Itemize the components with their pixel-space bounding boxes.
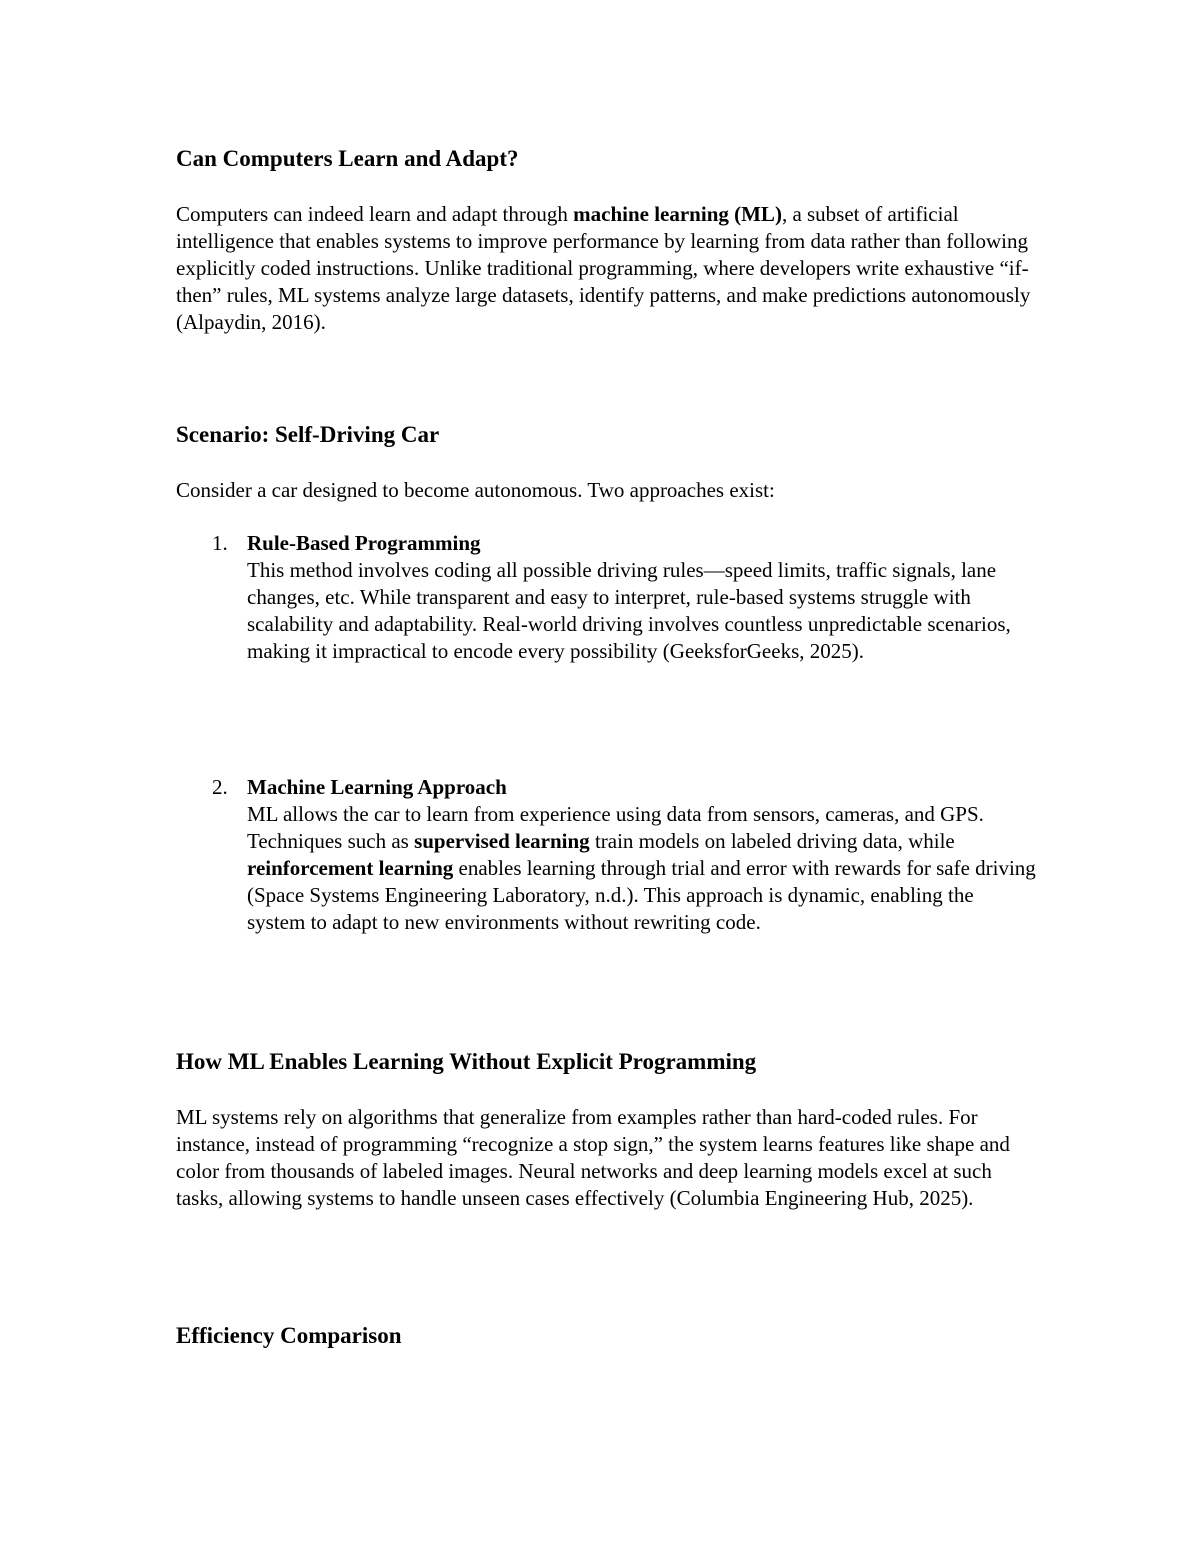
intro-paragraph [176,201,1036,336]
how-ml-paragraph: ML systems rely on algorithms that generalize from examples rather than hard-coded rules. For instance, instead of programming “recognize a stop sign,” the system learns features like shape and color from thousands of labeled images. Neural networks and deep learning models excel at such tasks, allowing systems to handle unseen cases effectively (Columbia Engineering Hub, 2025). [176,1105,1010,1210]
scenario-paragraph: Consider a car designed to become autonomous. Two approaches exist: [176,478,775,502]
heading-how-ml-enables: How ML Enables Learning Without Explicit Programming [176,1049,757,1074]
list-number: 1. [212,531,228,555]
list-item-text: This method involves coding all possible driving rules—speed limits, traffic signals, lane changes, etc. While transparent and easy to interpret, rule-based systems struggle with scalability and adaptability. Real-world driving involves countless unpredictable scenarios, making it impractical to encode every possibility (GeeksforGeeks, 2025). [247,558,1011,663]
bold-reinforcement-learning: reinforcement learning [247,856,454,880]
bold-supervised-learning: supervised learning [414,829,590,853]
heading-efficiency-comparison: Efficiency Comparison [176,1323,402,1348]
list-item-title: Machine Learning Approach [247,775,507,799]
list-number: 2. [212,775,228,799]
list-item-body [247,530,1037,665]
intro-text-a: Computers can indeed learn and adapt through [176,202,574,226]
list-item-text-b: train models on labeled driving data, while [589,829,955,853]
heading-can-computers-learn: Can Computers Learn and Adapt? [176,146,519,171]
intro-text-c: , a subset of artificial intelligence that enables systems to improve performance by learning from data rather than following explicitly coded instructions. Unlike traditional programming, where developers write exhaustive “if-then” rules, ML systems analyze large datasets, identify patterns, and make predictions autonomously (Alpaydin, 2016). [176,202,1031,334]
heading-scenario: Scenario: Self-Driving Car [176,422,440,447]
list-item-title: Rule-Based Programming [247,531,481,555]
intro-bold-term: machine learning (ML) [573,202,782,226]
list-item-text-c: enables learning through trial and error with rewards for safe driving (Space Systems Engineering Laboratory, n.d.). This approach is dynamic, enabling the system to adapt to new environments without rewriting code. [247,856,1036,934]
list-item-body [247,774,1037,936]
list-item-text-a: ML allows the car to learn from experience using data from sensors, cameras, and GPS. Techniques such as [247,802,984,853]
